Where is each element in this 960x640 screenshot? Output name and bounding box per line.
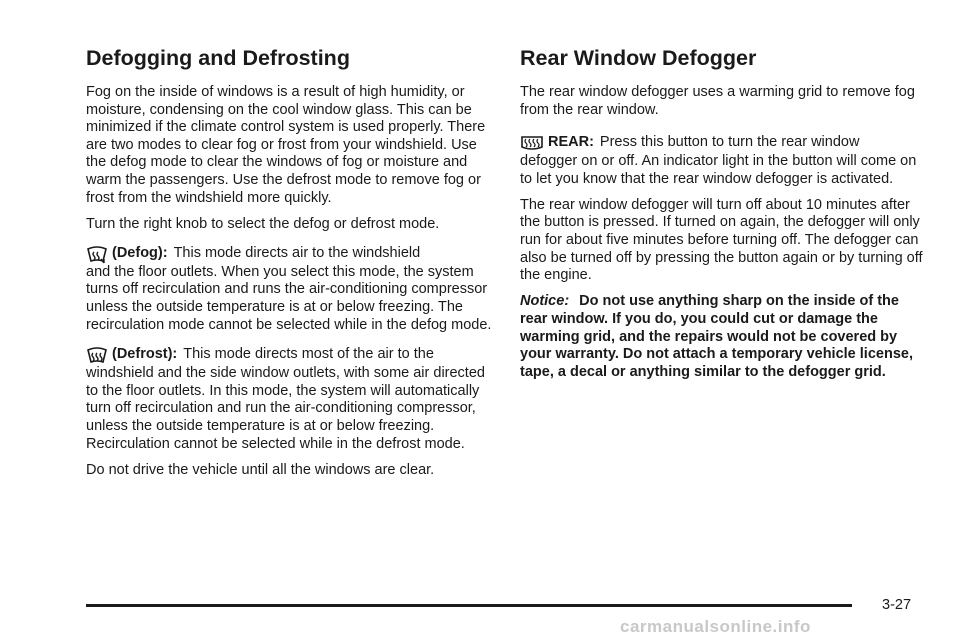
defrost-label: (Defrost): bbox=[112, 346, 178, 363]
notice-text: Do not use anything sharp on the inside of the rear window. If you do, you could cut or damage the warming grid, and the repairs would not be covered by your warranty. Do not attach a temporary vehicle license, tape, a decal or anything similar to the defogger grid. bbox=[520, 293, 913, 380]
rear-label: REAR: bbox=[548, 134, 594, 151]
left-column bbox=[86, 44, 494, 488]
defrost-icon bbox=[86, 347, 108, 365]
rear-button-entry bbox=[520, 131, 928, 188]
knob-instruction: Turn the right knob to select the defog or defrost mode. bbox=[86, 215, 440, 232]
rear-description: defogger on or off. An indicator light in the button will come on to let you know that the rear window defogger is activated. bbox=[520, 153, 917, 187]
rear-defogger-intro: The rear window defogger uses a warming grid to remove fog from the rear window. bbox=[520, 84, 915, 118]
defrost-first-line: This mode directs most of the air to the bbox=[183, 346, 434, 363]
notice-block bbox=[520, 293, 928, 381]
watermark: carmanualsonline.info bbox=[620, 617, 811, 636]
rear-first-line: Press this button to turn the rear window bbox=[599, 134, 860, 151]
right-column bbox=[520, 44, 928, 390]
defogging-intro: Fog on the inside of windows is a result of high humidity, or moisture, condensing on the cool window glass. This can be minimized if the climate control system is used properly. There are two modes to clear fog or frost from your windshield. Use the defog mode to clear the windows of fog or moisture and warm the passengers. Use the defrost mode to remove fog or frost from the windshield more quickly. bbox=[86, 84, 486, 206]
defrost-mode-entry bbox=[86, 343, 494, 453]
defrost-description: windshield and the side window outlets, with some air directed to the floor outlets. In this mode, the system will automatically turn off recirculation and run the air-conditioning compressor, unless the outside temperature is at or below freezing. Recirculation cannot be selected while in the defrost mode. bbox=[86, 365, 485, 452]
closing-note: Do not drive the vehicle until all the windows are clear. bbox=[86, 461, 435, 478]
defog-label: (Defog): bbox=[112, 244, 168, 261]
rear-defogger-icon bbox=[520, 135, 544, 153]
defogging-heading: Defogging and Defrosting bbox=[86, 46, 350, 70]
defog-first-line: This mode directs air to the windshield bbox=[173, 244, 421, 261]
page-number: 3-27 bbox=[882, 597, 912, 613]
defog-description: and the floor outlets. When you select this mode, the system turns off recirculation and runs the air-conditioning compressor unless the outside temperature is at or below freezing. The recirculation mode cannot be selected while in the defog mode. bbox=[86, 263, 492, 333]
footer-rule bbox=[86, 604, 852, 607]
defog-mode-entry bbox=[86, 242, 494, 334]
rear-defogger-heading: Rear Window Defogger bbox=[520, 46, 757, 70]
defog-icon bbox=[86, 246, 108, 264]
timer-description: The rear window defogger will turn off about 10 minutes after the button is pressed. If turned on again, the defogger will only run for about five minutes before turning off. The defogger can also be turned off by pressing the button again or by turning off the engine. bbox=[520, 196, 923, 284]
notice-label: Notice: bbox=[520, 293, 570, 310]
